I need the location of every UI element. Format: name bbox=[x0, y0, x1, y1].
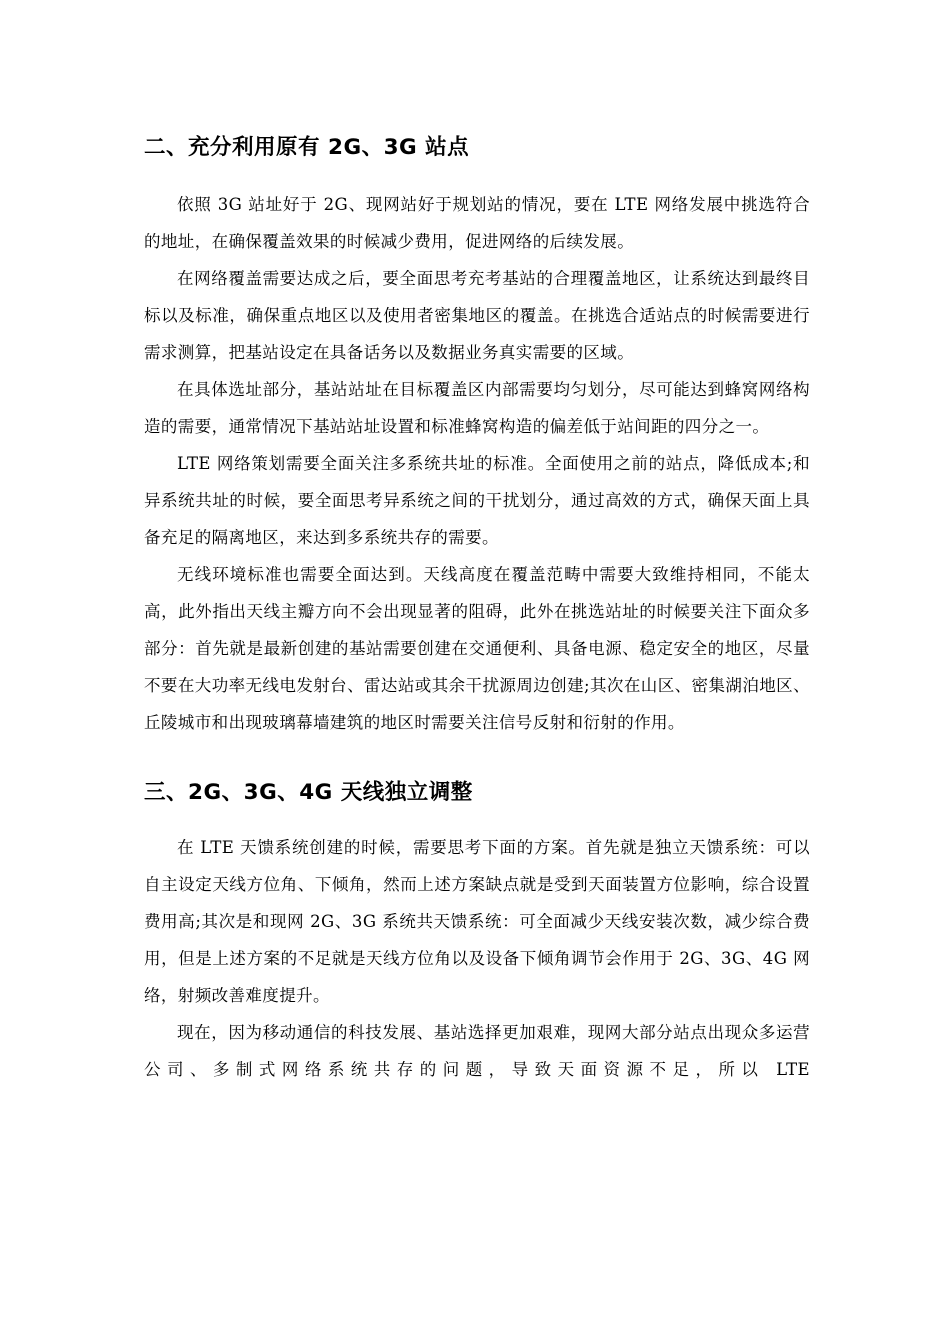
paragraph: 现在，因为移动通信的科技发展、基站选择更加艰难，现网大部分站点出现众多运营公司、多制式网络系统共存的问题，导致天面资源不足，所以 LTE bbox=[144, 1023, 810, 1079]
paragraph: 在具体选址部分，基站站址在目标覆盖区内部需要均匀划分，尽可能达到蜂窝网络构造的需要，通常情况下基站站址设置和标准蜂窝构造的偏差低于站间距的四分之一。 bbox=[144, 380, 810, 436]
paragraph: 依照 3G 站址好于 2G、现网站好于规划站的情况，要在 LTE 网络发展中挑选符合的地址，在确保覆盖效果的时候减少费用，促进网络的后续发展。 bbox=[144, 195, 810, 251]
paragraph: LTE 网络策划需要全面关注多系统共址的标准。全面使用之前的站点，降低成本;和异系统共址的时候，要全面思考异系统之间的干扰划分，通过高效的方式，确保天面上具备充足的隔离地区，来达到多系统共存的需要。 bbox=[144, 454, 810, 547]
paragraph: 在网络覆盖需要达成之后，要全面思考充考基站的合理覆盖地区，让系统达到最终目标以及标准，确保重点地区以及使用者密集地区的覆盖。在挑选合适站点的时候需要进行需求测算，把基站设定在具备话务以及数据业务真实需要的区域。 bbox=[144, 269, 810, 362]
section-heading-2: 二、充分利用原有 2G、3G 站点 bbox=[144, 135, 470, 160]
document-body bbox=[144, 128, 810, 1088]
paragraph: 无线环境标准也需要全面达到。天线高度在覆盖范畴中需要大致维持相同，不能太高，此外指出天线主瓣方向不会出现显著的阻碍，此外在挑选站址的时候要关注下面众多部分：首先就是最新创建的基站需要创建在交通便利、具备电源、稳定安全的地区，尽量不要在大功率无线电发射台、雷达站或其余干扰源周边创建;其次在山区、密集湖泊地区、丘陵城市和出现玻璃幕墙建筑的地区时需要关注信号反射和衍射的作用。 bbox=[144, 565, 810, 732]
paragraph: 在 LTE 天馈系统创建的时候，需要思考下面的方案。首先就是独立天馈系统：可以自主设定天线方位角、下倾角，然而上述方案缺点就是受到天面装置方位影响，综合设置费用高;其次是和现网 2G、3G 系统共天馈系统：可全面减少天线安装次数，减少综合费用，但是上述方案的不足就是天线方位角以及设备下倾角调节会作用于 2G、3G、4G 网络，射频改善难度提升。 bbox=[144, 838, 810, 1005]
section-heading-3: 三、2G、3G、4G 天线独立调整 bbox=[144, 780, 473, 805]
